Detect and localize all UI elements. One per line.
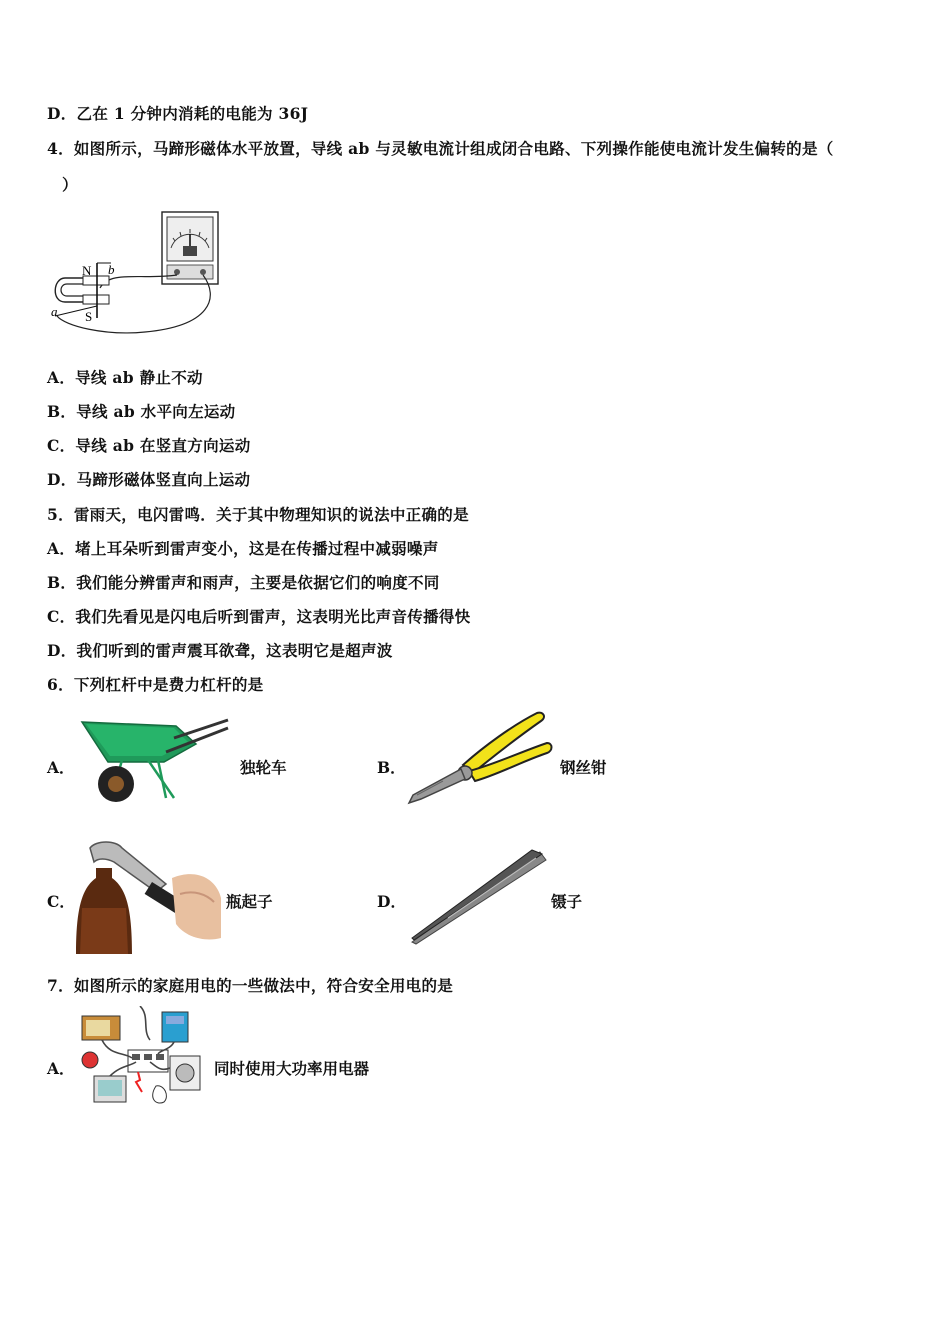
q6-option-b-letter: B． xyxy=(377,758,406,777)
q6-option-d-name: 镊子 xyxy=(551,892,583,911)
q5-option-c: C．我们先看见是闪电后听到雷声，这表明光比声音传播得快 xyxy=(47,607,471,626)
q4-magnet-galvanometer-figure xyxy=(45,208,225,340)
q4-option-b: B．导线 ab 水平向左运动 xyxy=(47,402,236,421)
wheelbarrow-icon xyxy=(78,712,233,804)
q6-option-d-letter: D． xyxy=(377,892,406,911)
q5-stem: 5．雷雨天，电闪雷鸣．关于其中物理知识的说法中正确的是 xyxy=(47,505,469,524)
wire-end-a-label: a xyxy=(51,304,58,319)
q6-option-d-figure xyxy=(408,848,548,946)
q6-option-c-letter: C． xyxy=(47,892,75,911)
q6-option-c-name: 瓶起子 xyxy=(226,892,273,911)
q7-option-a-letter: A． xyxy=(47,1059,75,1078)
q6-option-c-figure xyxy=(76,838,221,954)
q7-option-a-text: 同时使用大功率用电器 xyxy=(214,1059,370,1078)
wire-end-b-label: b xyxy=(108,262,115,277)
q5-option-b: B．我们能分辨雷声和雨声，主要是依据它们的响度不同 xyxy=(47,573,440,592)
q6-option-a-letter: A． xyxy=(47,758,75,777)
horseshoe-magnet-circuit-icon xyxy=(45,208,225,340)
q4-option-c: C．导线 ab 在竖直方向运动 xyxy=(47,436,251,455)
q4-option-a: A．导线 ab 静止不动 xyxy=(47,368,203,387)
q7-stem: 7．如图所示的家庭用电的一些做法中，符合安全用电的是 xyxy=(47,976,454,995)
pole-s-label: S xyxy=(85,309,93,324)
tweezers-icon xyxy=(408,848,548,946)
q5-option-d: D．我们听到的雷声震耳欲聋，这表明它是超声波 xyxy=(47,641,393,660)
q4-stem-close-paren: ） xyxy=(62,175,78,194)
q6-stem: 6．下列杠杆中是费力杠杆的是 xyxy=(47,675,264,694)
q4-option-d: D．马蹄形磁体竖直向上运动 xyxy=(47,470,251,489)
q5-option-a: A．堵上耳朵听到雷声变小，这是在传播过程中减弱噪声 xyxy=(47,539,439,558)
q6-option-a-name: 独轮车 xyxy=(240,758,287,777)
q3-option-d: D．乙在 1 分钟内消耗的电能为 36J xyxy=(47,104,309,123)
bottle-opener-icon xyxy=(76,838,221,954)
pole-n-label: N xyxy=(82,263,92,278)
q6-option-b-figure xyxy=(403,707,553,807)
overloaded-socket-icon xyxy=(80,1006,205,1110)
q7-option-a-figure xyxy=(80,1006,205,1110)
pliers-icon xyxy=(403,707,553,807)
q6-option-b-name: 钢丝钳 xyxy=(560,758,607,777)
q4-stem: 4．如图所示，马蹄形磁体水平放置，导线 ab 与灵敏电流计组成闭合电路、下列操作能使电流计发生偏转的是（ xyxy=(47,139,834,158)
q6-option-a-figure xyxy=(78,712,233,804)
